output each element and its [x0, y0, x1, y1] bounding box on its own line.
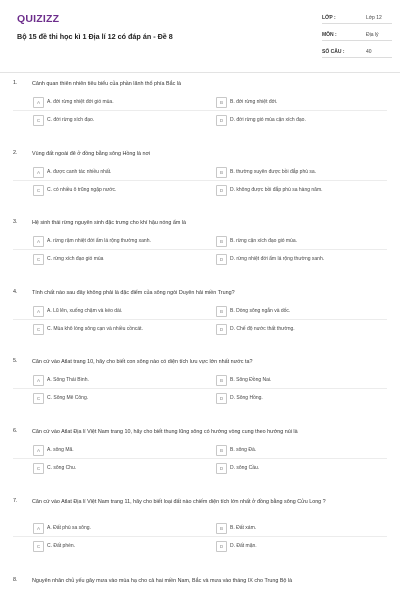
answer-option-a[interactable]	[33, 375, 193, 387]
answer-option-d[interactable]	[216, 324, 376, 336]
option-letter-box[interactable]: D	[216, 185, 227, 196]
option-letter-box[interactable]: A	[33, 236, 44, 247]
question-text: Vùng đất ngoài đê ở đồng bằng sông Hồng là nơi	[32, 151, 151, 157]
option-text: A. được canh tác nhiều nhất.	[47, 169, 112, 175]
meta-label: SỐ CÂU :	[322, 49, 345, 55]
question-number: 6.	[13, 428, 18, 434]
option-text: B. Dòng sông ngắn và dốc.	[230, 308, 291, 314]
option-text: B. đới rừng nhiệt đới.	[230, 99, 278, 105]
option-letter-box[interactable]: C	[33, 254, 44, 265]
option-letter-box[interactable]: B	[216, 445, 227, 456]
question-number: 1.	[13, 80, 18, 86]
option-row-divider	[13, 319, 387, 320]
option-letter-box[interactable]: B	[216, 306, 227, 317]
meta-panel	[322, 10, 392, 61]
meta-grade	[322, 10, 392, 24]
option-text: A. đới rừng nhiệt đới gió mùa.	[47, 99, 114, 105]
answer-option-d[interactable]	[216, 115, 376, 127]
meta-label: MÔN :	[322, 32, 337, 38]
option-letter-box[interactable]: A	[33, 445, 44, 456]
question-text: Tính chất nào sau đây không phải là đặc điểm của sông ngòi Duyên hải miền Trung?	[32, 290, 235, 296]
meta-value: Lớp 12	[366, 15, 382, 21]
option-text: B. sông Đà.	[230, 447, 257, 453]
question-number: 3.	[13, 219, 18, 225]
question-text: Nguyên nhân chủ yếu gây mưa vào mùa hạ cho cả hai miền Nam, Bắc và mưa vào tháng IX cho Trung Bộ là	[32, 578, 293, 584]
question-number: 7.	[13, 498, 18, 504]
option-letter-box[interactable]: B	[216, 375, 227, 386]
option-row-divider	[13, 110, 387, 111]
question-text: Căn cứ vào Atlat Địa lí Việt Nam trang 10, hãy cho biết thung lũng sông có hướng vòng cung theo hướng núi là	[32, 429, 298, 435]
option-letter-box[interactable]: B	[216, 236, 227, 247]
question-text: Cảnh quan thiên nhiên tiêu biểu của phần lãnh thổ phía Bắc là	[32, 81, 181, 87]
option-text: B. thường xuyên được bồi đắp phù sa.	[230, 169, 317, 175]
option-text: C. Đất phèn.	[47, 543, 76, 549]
option-text: D. sông Cầu.	[230, 465, 260, 471]
option-text: D. đới rừng gió mùa cận xích đạo.	[230, 117, 306, 123]
answer-option-b[interactable]	[216, 375, 376, 387]
option-row-divider	[13, 536, 387, 537]
option-text: D. rừng nhiệt đới ẩm lá rộng thường xanh.	[230, 256, 325, 262]
option-text: D. Sông Hồng.	[230, 395, 263, 401]
option-text: C. Sông Mê Công.	[47, 395, 89, 401]
option-text: D. không được bồi đắp phù sa hàng năm.	[230, 187, 323, 193]
answer-option-c[interactable]	[33, 115, 193, 127]
option-text: D. Chế độ nước thất thường.	[230, 326, 295, 332]
answer-option-a[interactable]	[33, 445, 193, 457]
option-letter-box[interactable]: A	[33, 523, 44, 534]
answer-option-d[interactable]	[216, 185, 376, 197]
question-number: 4.	[13, 289, 18, 295]
answer-option-c[interactable]	[33, 254, 193, 266]
option-row-divider	[13, 388, 387, 389]
answer-option-b[interactable]	[216, 167, 376, 179]
option-letter-box[interactable]: A	[33, 97, 44, 108]
option-letter-box[interactable]: C	[33, 185, 44, 196]
answer-option-c[interactable]	[33, 324, 193, 336]
option-letter-box[interactable]: C	[33, 463, 44, 474]
option-letter-box[interactable]: C	[33, 541, 44, 552]
option-text: C. có nhiều ô trũng ngập nước.	[47, 187, 117, 193]
question-number: 8.	[13, 577, 18, 583]
quizizz-logo: QUIZIZZ	[17, 13, 60, 25]
answer-option-a[interactable]	[33, 236, 193, 248]
answer-option-d[interactable]	[216, 463, 376, 475]
option-letter-box[interactable]: B	[216, 97, 227, 108]
option-letter-box[interactable]: D	[216, 324, 227, 335]
option-letter-box[interactable]: C	[33, 324, 44, 335]
option-row-divider	[13, 249, 387, 250]
question-text: Hệ sinh thái rừng nguyên sinh đặc trưng cho khí hậu nóng ẩm là	[32, 220, 187, 226]
option-row-divider	[13, 180, 387, 181]
answer-option-b[interactable]	[216, 445, 376, 457]
option-text: C. rừng xích đạo gió mùa	[47, 256, 104, 262]
option-text: A. Sông Thái Bình.	[47, 377, 89, 383]
question-number: 5.	[13, 358, 18, 364]
meta-value: Địa lý	[366, 32, 379, 38]
answer-option-c[interactable]	[33, 185, 193, 197]
option-letter-box[interactable]: C	[33, 393, 44, 404]
option-text: C. đới rừng xích đạo.	[47, 117, 95, 123]
option-text: B. rừng cận xích đạo gió mùa.	[230, 238, 297, 244]
answer-option-b[interactable]	[216, 306, 376, 318]
option-letter-box[interactable]: A	[33, 167, 44, 178]
answer-option-d[interactable]	[216, 541, 376, 553]
question-text: Căn cứ vào Atlat Địa lí Việt Nam trang 11, hãy cho biết loại đất nào chiếm diện tích lớn nhất ở đồng bằng sông Cửu Long ?	[32, 499, 326, 505]
option-text: A. sông Mã.	[47, 447, 74, 453]
answer-option-b[interactable]	[216, 523, 376, 535]
question-number: 2.	[13, 150, 18, 156]
option-letter-box[interactable]: D	[216, 541, 227, 552]
option-letter-box[interactable]: A	[33, 306, 44, 317]
meta-value: 40	[366, 49, 372, 55]
option-text: B. Sông Đồng Nai.	[230, 377, 272, 383]
answer-option-c[interactable]	[33, 393, 193, 405]
question-text: Căn cứ vào Atlat trang 10, hãy cho biết con sông nào có diện tích lưu vực lớn nhất nước ta?	[32, 359, 253, 365]
meta-subject	[322, 27, 392, 41]
option-row-divider	[13, 458, 387, 459]
option-letter-box[interactable]: C	[33, 115, 44, 126]
option-text: A. Lũ lên, xuống chậm và kéo dài.	[47, 308, 123, 314]
option-letter-box[interactable]: D	[216, 115, 227, 126]
option-letter-box[interactable]: D	[216, 463, 227, 474]
answer-option-d[interactable]	[216, 393, 376, 405]
option-letter-box[interactable]: A	[33, 375, 44, 386]
option-letter-box[interactable]: D	[216, 393, 227, 404]
option-text: C. Mùa khô lòng sông cạn và nhiều cồncát.	[47, 326, 143, 332]
answer-option-a[interactable]	[33, 167, 193, 179]
answer-option-a[interactable]	[33, 306, 193, 318]
answer-option-b[interactable]	[216, 97, 376, 109]
page-title: Bộ 15 đề thi học kì 1 Địa lí 12 có đáp án - Đề 8	[17, 32, 173, 41]
answer-option-b[interactable]	[216, 236, 376, 248]
option-text: B. Đất xám.	[230, 525, 257, 531]
worksheet-header	[0, 0, 400, 73]
answer-option-a[interactable]	[33, 97, 193, 109]
meta-label: LỚP :	[322, 15, 336, 21]
option-letter-box[interactable]: B	[216, 523, 227, 534]
option-letter-box[interactable]: D	[216, 254, 227, 265]
option-text: A. rừng rậm nhiệt đới ẩm lá rộng thường xanh.	[47, 238, 151, 244]
option-text: A. Đất phù sa sông.	[47, 525, 91, 531]
answer-option-c[interactable]	[33, 463, 193, 475]
answer-option-d[interactable]	[216, 254, 376, 266]
answer-option-c[interactable]	[33, 541, 193, 553]
option-text: C. sông Chu.	[47, 465, 77, 471]
option-text: D. Đất mặn.	[230, 543, 257, 549]
meta-question-count	[322, 44, 392, 58]
option-letter-box[interactable]: B	[216, 167, 227, 178]
answer-option-a[interactable]	[33, 523, 193, 535]
